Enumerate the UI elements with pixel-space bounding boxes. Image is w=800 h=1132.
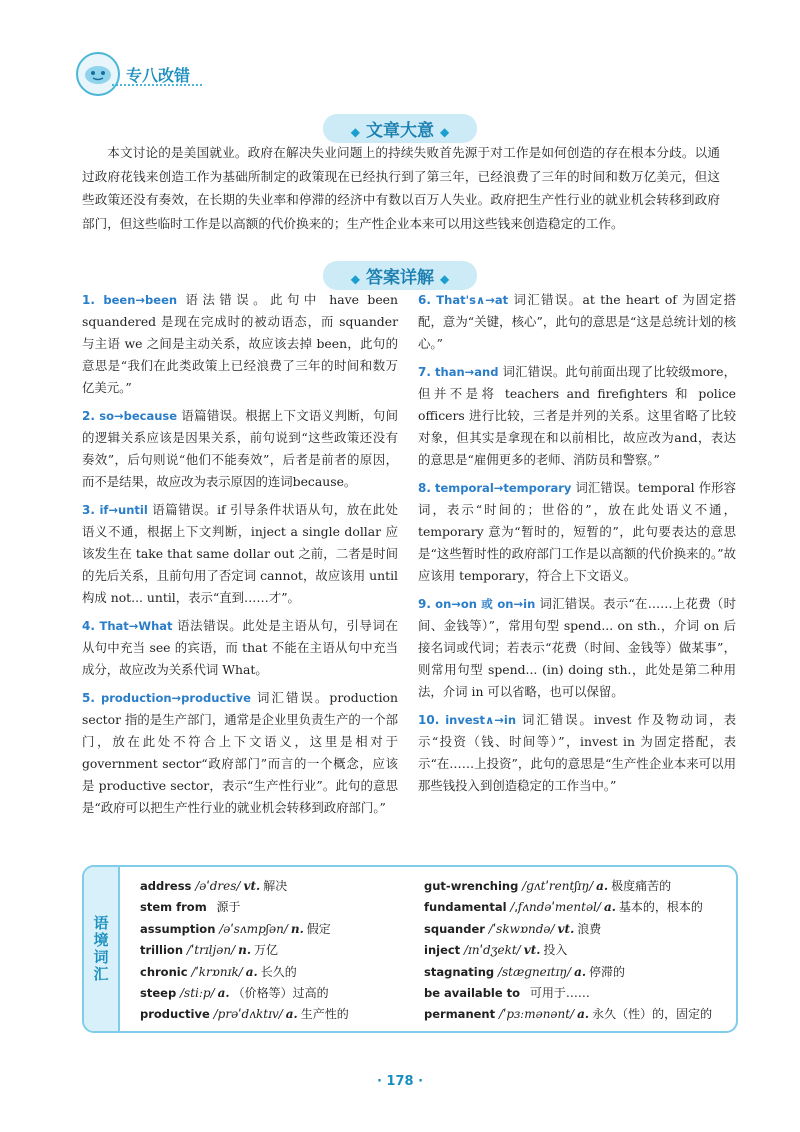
answer-correction: That→What: [99, 619, 173, 633]
vocab-meaning: 生产性的: [300, 1007, 349, 1022]
diamond-icon: ◆: [440, 125, 450, 139]
answer-explanation: 词汇错误。此句前面出现了比较级more，但并不是将 teachers and firefighters 和 police officers 进行比较，三者是并列的关系。这里省略了比较对象，但其实是拿现在和以前相比，故应改为and，表达的意思是“雇佣更多的老师、消防员和警察。”: [418, 364, 736, 467]
vocab-phonetic: /əˈsʌmpʃən/: [219, 921, 288, 936]
vocab-meaning: 停滞的: [589, 964, 626, 979]
vocab-entry: [140, 919, 410, 940]
vocab-pos: a.: [285, 1007, 298, 1022]
vocab-meaning: 解决: [263, 879, 288, 893]
answer-number: 8.: [418, 481, 431, 495]
vocab-word: permanent: [424, 1007, 496, 1022]
answer-item: [418, 593, 736, 703]
answer-number: 7.: [418, 365, 431, 379]
vocab-meaning: 源于: [216, 900, 241, 915]
vocab-word: stem from: [140, 900, 207, 915]
vocab-phonetic: /ˈkrɒnɪk/: [191, 964, 243, 979]
vocab-word: fundamental: [424, 900, 507, 915]
vocab-entry: [140, 897, 410, 918]
vocab-word: be available to: [424, 986, 521, 1001]
vocabulary-tab-label: 语境词汇: [91, 915, 110, 983]
vocab-word: address: [140, 879, 192, 893]
answer-explanation: 词汇错误。at the heart of 为固定搭配，意为“关键，核心”，此句的意思是“这是总统计划的核心。”: [418, 292, 736, 351]
vocab-pos: a.: [245, 964, 258, 979]
answer-explanation: 词汇错误。表示“在……上花费（时间、金钱等）”，常用句型 spend... on sth.，介词 on 后接名词或代词；若表示“花费（时间、金钱等）做某事”，则常用句型 spend... (in) doing sth.，此处是第二种用法，介词 in 可以省略，也可以保留。: [418, 596, 736, 699]
vocab-word: productive: [140, 1007, 210, 1022]
vocab-entry: [424, 897, 724, 918]
vocab-word: trillion: [140, 943, 184, 958]
vocab-entry: [424, 962, 724, 983]
answer-explanation: 词汇错误。invest 作及物动词，表示“投资（钱、时间等）”，invest in 为固定搭配，表示“在……上投资”，此句的意思是“生产性企业本来可以用那些钱投入到创造稳定的工作当中。”: [418, 712, 736, 793]
answer-item: [82, 499, 398, 609]
vocab-entry: [140, 876, 410, 897]
vocab-meaning: 假定: [306, 921, 331, 936]
vocab-word: gut-wrenching: [424, 879, 519, 893]
answer-explanation: 语篇错误。if 引导条件状语从句，放在此处语义不通，根据上下文判断，inject a single dollar 应该发生在 take that same dollar out 之前，二者是时间的先后关系，且前句用了否定词 cannot，故应该用 until 构成 not... until，表示“直到……才”。: [82, 502, 398, 605]
vocab-word: squander: [424, 921, 485, 936]
vocab-pos: vt.: [243, 879, 261, 893]
vocab-pos: a.: [577, 1007, 590, 1022]
answers-right-column: [418, 289, 736, 803]
vocab-pos: vt.: [557, 921, 575, 936]
logo-icon: [83, 63, 113, 85]
vocab-pos: n.: [238, 943, 252, 958]
answer-number: 2.: [82, 409, 95, 423]
header-divider: [112, 84, 202, 86]
page-header: [76, 52, 190, 96]
vocab-phonetic: /ˌfʌndəˈmentəl/: [510, 900, 601, 915]
answer-correction: invest∧→in: [445, 713, 517, 727]
vocab-word: inject: [424, 943, 461, 958]
answer-number: 9.: [418, 597, 431, 611]
vocabulary-tab: [84, 867, 120, 1031]
answer-correction: if→until: [99, 503, 148, 517]
vocab-entry: [424, 940, 724, 961]
vocab-phonetic: /ˈpɜːmənənt/: [498, 1007, 575, 1022]
vocab-phonetic: /stiːp/: [180, 986, 215, 1001]
vocab-phonetic: /ɪnˈdʒekt/: [464, 943, 521, 958]
vocab-entry: [424, 983, 724, 1004]
answer-explanation: 词汇错误。temporal 作形容词，表示“时间的；世俗的”，放在此处语义不通，temporary 意为“暂时的，短暂的”，此句要表达的意思是“这些暂时性的政府部门工作是以高额的代价换来的。”故应该用 temporary，符合上下文语义。: [418, 480, 736, 583]
answer-item: [82, 615, 398, 681]
answers-heading: [0, 261, 800, 290]
answer-item: [82, 405, 398, 493]
answer-correction: been→been: [103, 293, 178, 307]
vocab-pos: a.: [596, 879, 609, 893]
answer-correction: so→because: [99, 409, 178, 423]
answer-correction: on→on 或 on→in: [435, 597, 536, 611]
vocab-word: chronic: [140, 964, 188, 979]
answer-item: [418, 289, 736, 355]
answer-number: 6.: [418, 293, 431, 307]
vocab-phonetic: /stæɡneɪtɪŋ/: [497, 964, 572, 979]
vocab-pos: a.: [217, 986, 230, 1001]
vocab-entry: [424, 876, 724, 897]
answer-correction: That's∧→at: [436, 293, 509, 307]
answer-number: 4.: [82, 619, 95, 633]
vocabulary-box: [82, 865, 738, 1033]
vocab-pos: vt.: [523, 943, 541, 958]
vocab-meaning: 基本的，根本的: [618, 900, 703, 915]
answer-number: 5.: [82, 691, 95, 705]
answer-item: [418, 477, 736, 587]
vocab-word: stagnating: [424, 964, 495, 979]
vocab-meaning: 长久的: [260, 964, 297, 979]
answer-number: 1.: [82, 293, 95, 307]
vocab-entry: [424, 1004, 724, 1025]
answer-item: [82, 687, 398, 819]
vocabulary-right-column: [424, 876, 724, 1026]
vocab-meaning: 可用于……: [529, 986, 590, 1001]
vocab-meaning: 永久（性）的，固定的: [592, 1007, 713, 1022]
vocab-meaning: （价格等）过高的: [232, 986, 329, 1001]
answer-explanation: 语法错误。此句中 have been squandered 是现在完成时的被动语态，而 squander 与主语 we 之间是主动关系，故应该去掉 been，此句的意思是“我们在此类政策上已经浪费了三年的时间和数万亿美元。”: [82, 292, 398, 395]
vocab-phonetic: /əˈdres/: [195, 879, 241, 893]
vocab-phonetic: /ɡʌtˈrentʃɪŋ/: [522, 879, 594, 893]
page-number: · 178 ·: [376, 1074, 424, 1089]
vocab-entry: [140, 1004, 410, 1025]
answer-number: 10.: [418, 713, 440, 727]
answer-item: [82, 289, 398, 399]
vocab-entry: [140, 962, 410, 983]
vocab-phonetic: /ˈtrɪljən/: [186, 943, 236, 958]
answer-number: 3.: [82, 503, 95, 517]
vocab-pos: a.: [603, 900, 616, 915]
vocab-meaning: 投入: [543, 943, 568, 958]
vocab-entry: [140, 983, 410, 1004]
summary-title: 文章大意: [366, 121, 434, 141]
answer-explanation: 语篇错误。根据上下文语义判断，句间的逻辑关系应该是因果关系，前句说到“这些政策还没有奏效”，后句则说“他们不能奏效”，后者是前者的原因，而不是结果，故应改为表示原因的连词because。: [82, 408, 398, 489]
vocab-pos: a.: [574, 964, 587, 979]
answer-item: [418, 361, 736, 471]
answer-explanation: 语法错误。此处是主语从句，引导词在从句中充当 see 的宾语，而 that 不能在主语从句中充当成分，故应改为关系代词 What。: [82, 618, 398, 677]
diamond-icon: ◆: [440, 272, 450, 286]
vocab-word: steep: [140, 986, 177, 1001]
section-header-title: 专八改错: [126, 65, 191, 85]
vocabulary-left-column: [140, 876, 410, 1026]
answer-correction: than→and: [435, 365, 499, 379]
vocab-phonetic: /ˈskwɒndə/: [488, 921, 555, 936]
summary-text: 本文讨论的是美国就业。政府在解决失业问题上的持续失败首先源于对工作是如何创造的存在根本分歧。以通过政府花钱来创造工作为基础所制定的政策现在已经执行到了第三年，已经浪费了三年的时间和数万亿美元，但这些政策还没有奏效，在长期的失业率和停滞的经济中有数以百万人失业。政府把生产性行业的就业机会转移到政府部门，但这些临时工作是以高额的代价换来的；生产性企业本来可以用这些钱来创造稳定的工作。: [82, 145, 720, 231]
vocab-meaning: 浪费: [577, 921, 602, 936]
vocab-pos: n.: [290, 921, 304, 936]
vocab-entry: [140, 940, 410, 961]
vocab-meaning: 极度痛苦的: [611, 879, 672, 893]
vocab-meaning: 万亿: [254, 943, 279, 958]
answers-title: 答案详解: [366, 268, 434, 288]
answer-explanation: 词汇错误。production sector 指的是生产部门，通常是企业里负责生产的一个部门，放在此处不符合上下文语义，这里是相对于 government sector“政府部门”而言的一个概念，应该是 productive sector，表示“生产性行业”。此句的意思是“政府可以把生产性行业的就业机会转移到政府部门。”: [82, 690, 398, 815]
answer-item: [418, 709, 736, 797]
vocab-entry: [424, 919, 724, 940]
answer-correction: temporal→temporary: [434, 481, 572, 495]
diamond-icon: ◆: [350, 272, 360, 286]
answers-left-column: [82, 289, 398, 825]
diamond-icon: ◆: [350, 125, 360, 139]
vocab-word: assumption: [140, 921, 216, 936]
summary-heading: [0, 114, 800, 143]
answer-correction: production→productive: [100, 691, 251, 705]
logo: [76, 52, 120, 96]
vocab-phonetic: /prəˈdʌktɪv/: [213, 1007, 283, 1022]
